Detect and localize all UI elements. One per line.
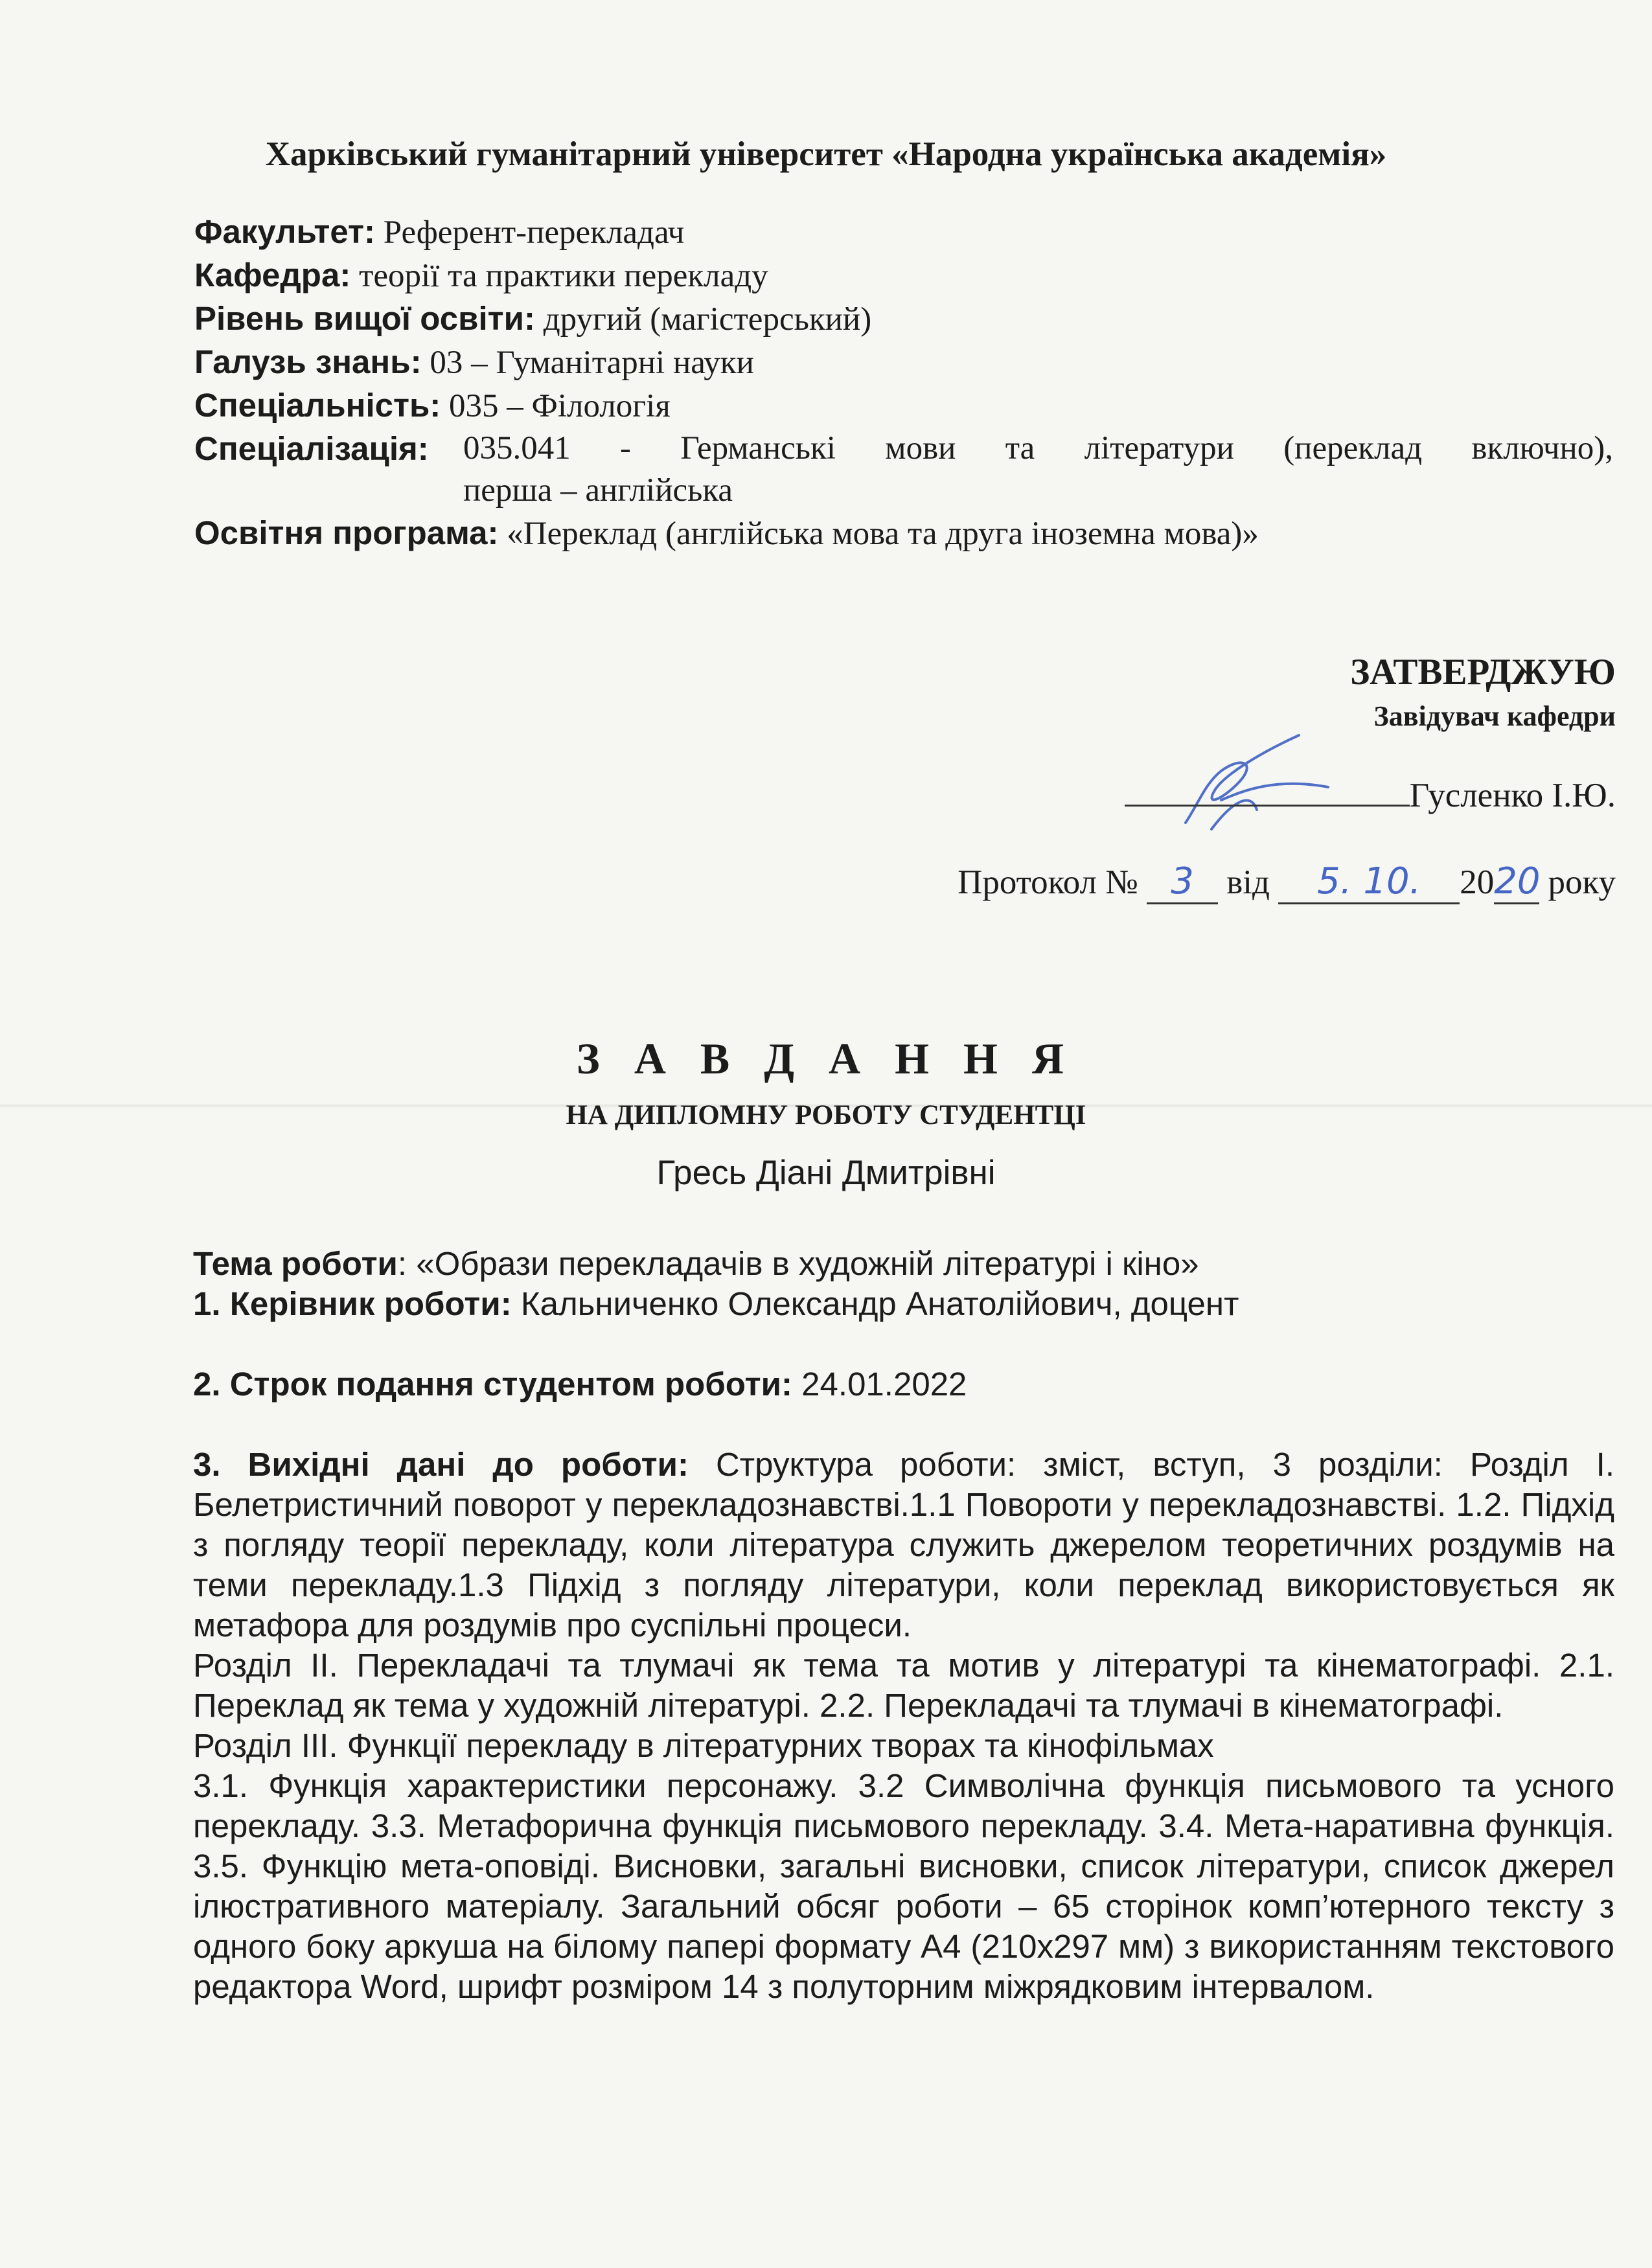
field-value: 03 – Гуманітарні науки xyxy=(421,345,754,381)
specialty-label: Спеціальність: xyxy=(194,387,441,424)
head-signature-line xyxy=(1125,776,1616,815)
university-name: Харківський гуманітарний університет «Народна українська академія» xyxy=(265,135,1387,173)
student-name: Гресь Діані Дмитрівні xyxy=(656,1154,996,1192)
specialization-value: 035.041 - Германські мови та літератури (переклад включно), xyxy=(463,430,1613,466)
topic-line xyxy=(193,1244,1614,1284)
task-body xyxy=(193,1244,1614,2007)
department-value: теорії та практики перекладу xyxy=(350,258,768,294)
task-title: З А В Д А Н Н Я xyxy=(576,1034,1076,1083)
signature-blank xyxy=(1125,798,1410,807)
specialization-continuation: перша – англійська xyxy=(463,472,733,509)
specialty-row xyxy=(194,384,1613,428)
specialty-value: 035 – Філологія xyxy=(441,388,671,424)
source-label: 3. Вихідні дані до роботи: xyxy=(193,1446,689,1483)
approve-title: ЗАТВЕРДЖУЮ xyxy=(1350,652,1616,693)
specialization-row xyxy=(194,428,1613,470)
department-label: Кафедра: xyxy=(194,257,351,293)
protocol-prefix: Протокол № xyxy=(958,864,1147,901)
level-label: Рівень вищої освіти: xyxy=(194,300,535,337)
supervisor-label: 1. Керівник роботи: xyxy=(193,1285,512,1322)
supervisor-value: Кальниченко Олександр Анатолійович, доцент xyxy=(511,1285,1239,1322)
deadline-label: 2. Строк подання студентом роботи: xyxy=(193,1366,792,1403)
topic-label: Тема роботи xyxy=(193,1245,398,1282)
meta-block xyxy=(194,211,1613,555)
topic-value: : «Образи перекладачів в художній літературі і кіно» xyxy=(397,1245,1199,1282)
department-row xyxy=(194,254,1613,297)
task-subtitle: НА ДИПЛОМНУ РОБОТУ СТУДЕНТЦІ xyxy=(566,1100,1086,1130)
protocol-year-word: року xyxy=(1539,864,1616,901)
field-row xyxy=(194,341,1613,384)
protocol-from: від xyxy=(1218,864,1279,901)
section-3-paragraph: 3.1. Функція характеристики персонажу. 3.2 Символічна функція письмового та усного перекладу. 3.3. Метафорична функція письмового перекладу. 3.4. Мета-наративна функція. 3.5. Функцію мета-оповіді. Висновки, загальні висновки, список літератури, список джерел ілюстративного матеріалу. Загальний обсяг роботи – 65 сторінок комп’ютерного тексту з одного боку аркуша на білому папері формату А4 (210х297 мм) з використанням текстового редактора Word, шрифт розміром 14 з полуторним міжрядковим інтервалом. xyxy=(193,1767,1614,2005)
program-label: Освітня програма: xyxy=(194,514,499,551)
specialization-label: Спеціалізація: xyxy=(194,430,429,467)
section-3-title: Розділ ІІІ. Функції перекладу в літературних творах та кінофільмах xyxy=(193,1727,1214,1764)
deadline-line xyxy=(193,1364,1614,1404)
protocol-line xyxy=(958,860,1616,904)
level-row xyxy=(194,297,1613,341)
source-paragraph xyxy=(193,1445,1614,1645)
approval-block xyxy=(1350,651,1616,733)
level-value: другий (магістерський) xyxy=(534,301,872,338)
protocol-year-prefix: 20 xyxy=(1460,864,1495,901)
protocol-date: 5. 10. xyxy=(1278,860,1460,904)
supervisor-line xyxy=(193,1284,1614,1324)
head-name: Гусленко І.Ю. xyxy=(1409,777,1616,814)
program-row xyxy=(194,512,1613,555)
field-label: Галузь знань: xyxy=(194,343,422,380)
faculty-row xyxy=(194,211,1613,254)
spacer xyxy=(193,1404,1614,1445)
protocol-number: 3 xyxy=(1147,860,1218,904)
faculty-value: Референт-перекладач xyxy=(375,214,685,251)
section-2-paragraph: Розділ ІІ. Перекладачі та тлумачі як тема та мотив у літературі та кінематографі. 2.1. Переклад як тема у художній літературі. 2.2. Перекладачі та тлумачі в кінематографі. xyxy=(193,1647,1614,1724)
deadline-value: 24.01.2022 xyxy=(792,1366,967,1403)
spacer xyxy=(193,1324,1614,1364)
source-text: Структура роботи: зміст, вступ, 3 розділи: Розділ І. Белетристичний поворот у перекладознавстві.1.1 Повороти у перекладознавстві. 1.2. Підхід з погляду теорії перекладу, коли література служить джерелом теоретичних роздумів на теми перекладу.1.3 Підхід з погляду літератури, коли переклад використовується як метафора для роздумів про суспільні процеси. xyxy=(193,1446,1615,1644)
program-value: «Переклад (англійська мова та друга іноземна мова)» xyxy=(498,516,1259,552)
faculty-label: Факультет: xyxy=(194,213,376,250)
protocol-year-suffix: 20 xyxy=(1494,860,1539,904)
approve-subtitle: Завідувач кафедри xyxy=(1373,700,1616,732)
